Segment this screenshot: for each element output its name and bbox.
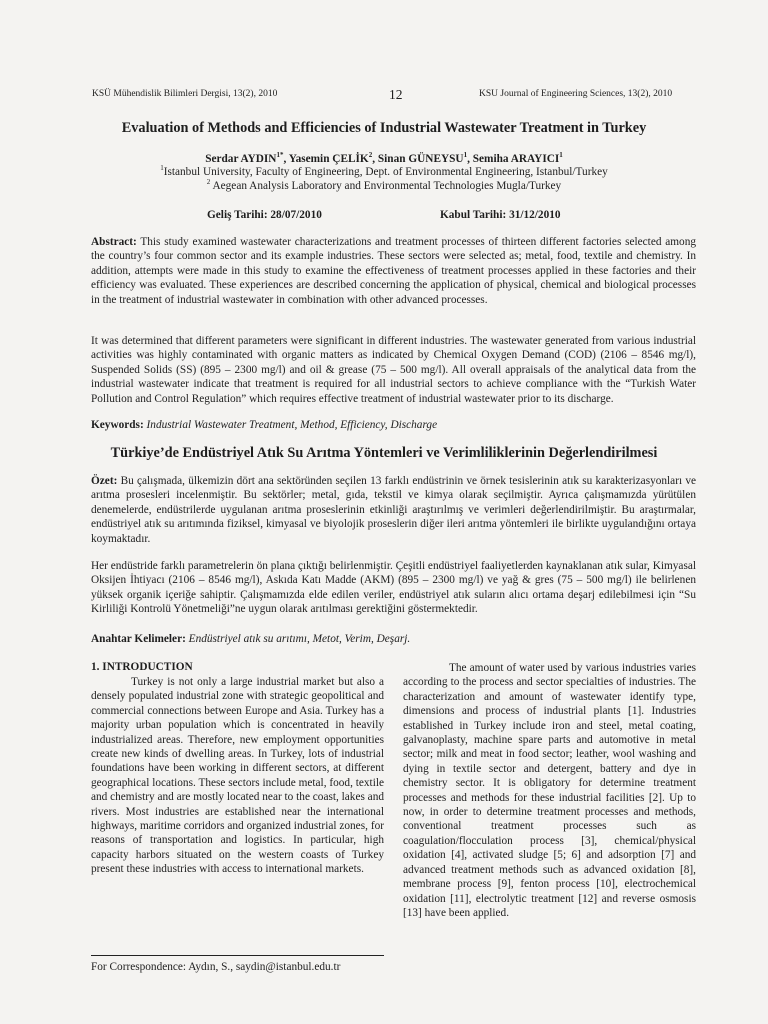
ozet-label: Özet: [91, 475, 118, 487]
author-list: Serdar $AYDIN^{1*}$, Yasemin ÇELİK$^2$, Sinan GÜNEYSU$^1$, Semiha ARAYICI$^1$ [205, 151, 563, 165]
abstract-paragraph-2: It was determined that different parameters were significant in different industries. The wastewater generated from various industrial activities was highly contaminated with organic matters as indicated by Chemical Oxygen Demand (COD) (2106 – 8546 mg/l), Suspended Solids (SS) (895 – 2300 mg/l) and oil & grease (75 – 500 mg/l). All overall appraisals of the analytical data from the industrial wastewater indicate that treatment is required for all industrial sectors to achieve compliance with the “Turkish Water Pollution and Control Regulation” which requires effective treatment of industrial wastewater prior to its discharge. [91, 335, 696, 405]
author-name: Semiha ARAYICI [472, 153, 560, 165]
received-date: Geliş Tarihi: 28/07/2010 [207, 209, 322, 221]
author-name: Yasemin ÇELİK [288, 153, 369, 165]
author-affiliation-mark: 2 [368, 151, 373, 160]
keywords: Keywords: Industrial Wastewater Treatment, Method, Efficiency, Discharge [91, 419, 438, 431]
paper-title: Evaluation of Methods and Efficiencies of Industrial Wastewater Treatment in Turkey [121, 120, 647, 136]
keywords-label: Keywords: [91, 419, 144, 431]
journal-header-tr: KSÜ Mühendislik Bilimleri Dergisi, 13(2), 2010 [92, 89, 278, 99]
author-affiliation-mark: 1 [463, 151, 468, 160]
anahtar-kelimeler: Anahtar Kelimeler: Endüstriyel atık su arıtımı, Metot, Verim, Deşarj. [91, 633, 411, 645]
affiliation-2: $^2$ Aegean Analysis Laboratory and Environmental Technologies Mugla/Turkey [206, 178, 562, 192]
introduction-left-column: Turkey is not only a large industrial market but also a densely populated industrial zone with strategic geopolitical and commercial connections between Europe and Asia. Turkey has a majority urban population which is concentrated in heavily industrialized areas. Therefore, new employment opportunities create new kinds of dwelling areas. In Turkey, lots of industrial foundations have been working in different sectors, at different geographical locations. These sectors include metal, food, textile and chemistry and are mostly located near to the coast, lakes and rivers. Most industries are established near the international highways, maritime corridors and organized industrial zones, for reasons of transportation and logistics. In particular, high capacity harbors situated on the western coasts of Turkey present these industries with access to international markets. [91, 676, 384, 876]
author-affiliation-mark: 1* [276, 151, 284, 160]
accepted-date: Kabul Tarihi: 31/12/2010 [440, 209, 561, 221]
anahtar-kelimeler-label: Anahtar Kelimeler: [91, 633, 186, 645]
abstract-label: Abstract: [91, 236, 137, 248]
author-name: Sinan GÜNEYSU [377, 153, 464, 165]
ozet-paragraph-1: Özet: Bu çalışmada, ülkemizin dört ana sektöründen seçilen 13 farklı endüstrinin ve örnek tesislerinin atık su karakterizasyonları ve arıtma prosesleri incelenmiştir. Bu sektörler; metal, gıda, tekstil ve kimya olarak seçilmiştir. Ayrıca çalışmamızda yürütülen denemelerde, endüstrilerde uygulanan arıtma proseslerinin etkinliği araştırılmış ve verimleri değerlendirilmiştir. Bu araştırmalar, endüstriyel atık su arıtımında fiziksel, kimyasal ve biyolojik proseslerin diğer ileri arıtma yöntemleri ile birlikte uygulandığını ortaya koymaktadır. [91, 475, 696, 545]
author-name: Serdar AYDIN [205, 153, 277, 165]
turkish-title: Türkiye’de Endüstriyel Atık Su Arıtma Yöntemleri ve Verimliliklerinin Değerlendirilmesi [110, 445, 658, 461]
author-affiliation-mark: 1 [559, 151, 563, 160]
page-number: 12 [389, 87, 403, 102]
correspondence-footnote: For Correspondence: Aydın, S., saydin@istanbul.edu.tr [91, 961, 341, 973]
affiliation-1: $^1$Istanbul University, Faculty of Engineering, Dept. of Environmental Engineering, Istanbul/Turkey [160, 164, 608, 178]
introduction-right-column: The amount of water used by various industries varies according to the process and sector specialties of industries. The characterization and amount of wastewater identify type, dimensions and process of industrial plants [1]. Industries established in Turkey include iron and steel, metal coating, galvanoplasty, machine spare parts and automotive in metal sector; milk and meat in food sector; leather, wool washing and dying in textile sector and detergent, battery and dye in chemistry sector. It is obligatory for determine treatment processes and methods for these industrial facilities [2]. Up to now, in order to determine treatment processes and methods, conventional treatment processes such as coagulation/flocculation process [3], chemical/physical oxidation [4], activated sludge [5; 6] and adsorption [7] and advanced treatment methods such as advanced oxidation [8], membrane process [9], fenton process [10], electrochemical oxidation [11], electrolytic treatment [12] and reverse osmosis [13] have been applied. [403, 662, 696, 919]
footnote-divider [91, 955, 384, 956]
abstract-paragraph-1: Abstract: This study examined wastewater characterizations and treatment processes of thirteen different factories selected among the country’s four common sector and its example industries. These sectors were selected as; metal, food, textile and chemistry. In addition, attempts were made in this study to examine the effectiveness of treatment processes applied in these factories and their efficiency was evaluated. These experiences are described concerning the application of physical, chemical and biological processes in the treatment of industrial wastewater in combination with other advanced processes. [91, 236, 696, 306]
introduction-heading: 1. INTRODUCTION [91, 661, 193, 673]
journal-header-en: KSU Journal of Engineering Sciences, 13(2), 2010 [479, 89, 673, 99]
ozet-paragraph-2: Her endüstride farklı parametrelerin ön plana çıktığı belirlenmiştir. Çeşitli endüstriyel faaliyetlerden kaynaklanan atık sular, Kimyasal Oksijen İhtiyacı (2106 – 8546 mg/l), Askıda Katı Madde (AKM) (895 – 2300 mg/l) ve yağ & gres (75 – 500 mg/l) ile belirlenen yüksek organik içeriğe sahiptir. Çalışmamızda elde edilen veriler, endüstriyel atık suların alıcı ortama deşarj edilebilmesi için “Su Kirliliği Kontrolü Yönetmeliği”ne uygun olarak arıtılması gerektiğini göstermektedir. [91, 560, 696, 616]
